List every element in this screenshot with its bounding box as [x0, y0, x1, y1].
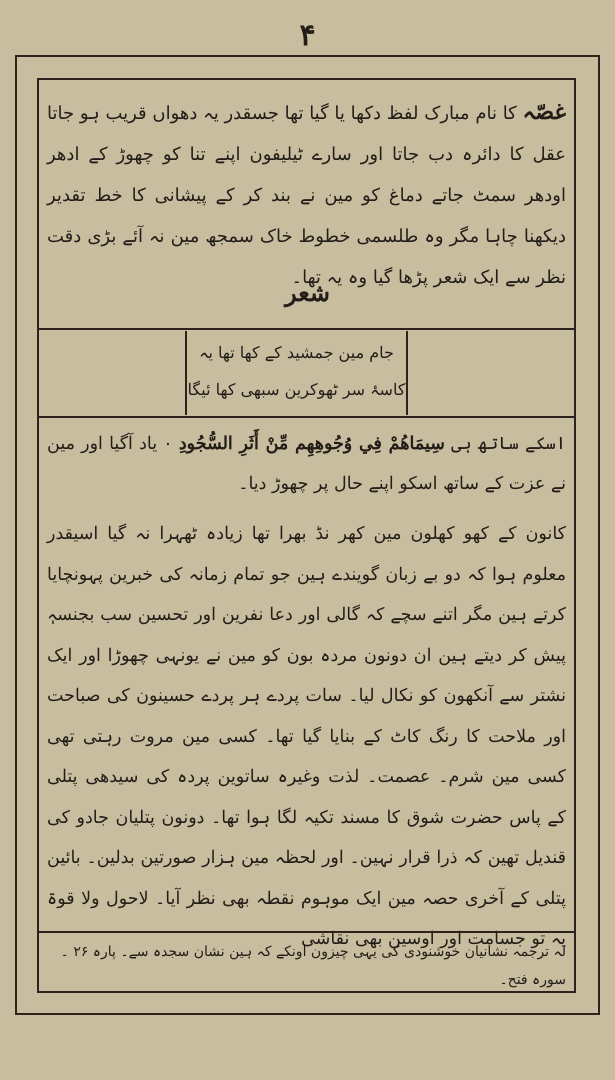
intro-text: کا نام مبارک لفظ دکھا یا گیا تھا جسقدر یہ دھواں قریب ہو جاتا عقل کا دائرہ دب جاتا اور سارے ٹیلیفون اپنے تنا کو چھوڑ کے ادھر اودھر سمٹ جاتے دماغ کو مین نے بند کر کے پیشانی کا خط تقدیر دیکھنا چاہا مگر وہ طلسمی خطوط خاک سمجھ مین نہ آئے بڑی دقت نظر سے ایک شعر پڑھا گیا وہ یہ تھا۔	[47, 103, 566, 288]
quran-verse: سِيمَاهُمْ فِي وُجُوهِهِم مِّنْ أَثَرِ السُّجُودِ	[178, 434, 445, 454]
quran-paragraph-prefix: اسکے ساتھ ہی	[451, 434, 566, 454]
quran-paragraph	[47, 424, 566, 504]
intro-lead-word: غصّہ	[522, 99, 566, 125]
divider-footnote	[37, 931, 576, 933]
page-number: ۴	[299, 18, 316, 53]
divider-middle	[37, 416, 576, 418]
sher-line-2: کاسۂ سر ٹھوکرین سبھی کھا ئیگا	[187, 380, 406, 399]
sher-title: شعر	[285, 278, 330, 307]
quran-paragraph-suffix: ۰ یاد آگیا اور مین نے عزت کے ساتھ اسکو اپنے حال پر چھوڑ دیا۔	[47, 434, 566, 494]
footnote: لہ ترجمہ نشانیان خوشنودی کی یہی چیزون اونکے کہ ہین نشان سجدہ سے۔ پارہ ۲۶ ۔ سورہ فتح۔	[60, 944, 566, 988]
divider-top	[37, 328, 576, 330]
sher-line-1: جام مین جمشید کے کھا تھا یہ	[199, 343, 394, 362]
main-paragraph: کانون کے کھو کھلون مین کھر نڈ بھرا تھا زیادہ ٹھہرا نہ گیا اسیقدر معلوم ہوا کہ دو بے زبان گویندے ہین جو تمام زمانہ کی خبرین پہونچایا کرتے ہین مگر اتنے سچے کہ گالی اور دعا نفرین اور تحسین سب بجنسہٖ پیش کر دیتے ہین ان دونون مردہ بون کو مین نے یونہی چھوڑا اور ایک نشتر سے آنکھون کو نکال لیا۔ سات پردے ہر پردے حسینون کی صباحت اور ملاحت کا رنگ کاٹ کے بنایا گیا تھا۔ کسی مین مروت رہتی تھی کسی مین شرم۔ عصمت۔ لذت وغیرہ ساتوین پردہ کی سیدھی پتلی کے پاس حضرت شوق کا مسند تکیہ لگا ہوا تھا۔ دونون پتلیان جادو کی قندیل تھین کہ ذرا قرار نہین۔ اور لحظہ مین ہزار صورتین بدلین۔ بائین پتلی کے آخری حصہ مین ایک موہوم نقطہ بھی نظر آیا۔ لاحول ولا قوۃ یہ تو جسامت اور اوسین بھی نقاشی	[47, 524, 566, 949]
intro-paragraph	[47, 92, 566, 298]
